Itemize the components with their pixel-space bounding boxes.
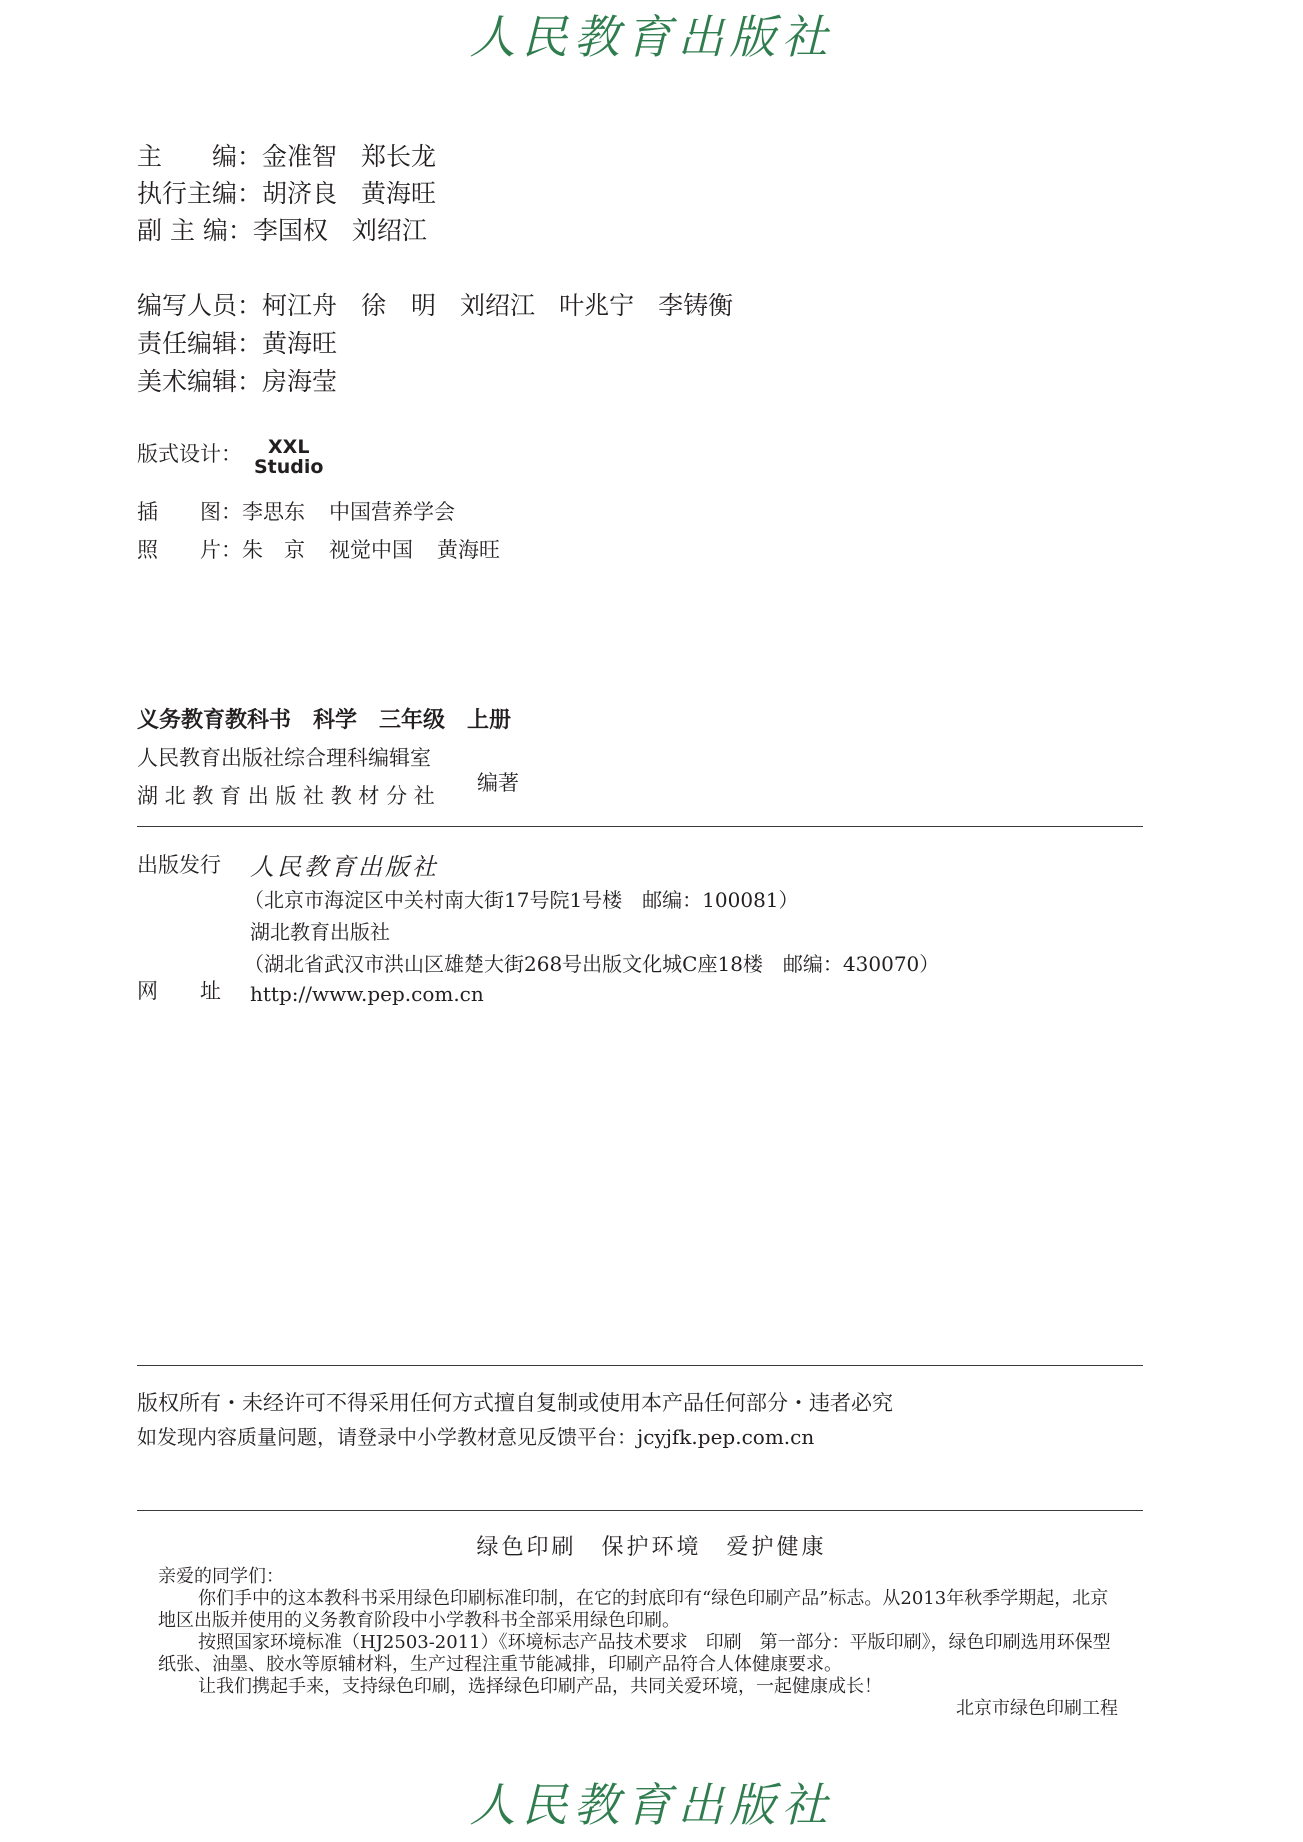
- publisher-logo-top: 人民教育出版社: [469, 10, 834, 64]
- publishing-label: 出版发行: [137, 853, 221, 877]
- compile-word: 编著: [477, 771, 519, 795]
- deputy-editor-name: 刘绍江: [351, 216, 427, 245]
- exec-editor-name: 黄海旺: [361, 179, 437, 208]
- illustrator-name: 李思东: [242, 500, 305, 524]
- website-link[interactable]: http://www.pep.com.cn: [250, 982, 484, 1006]
- illustration-label: 插 图：: [137, 500, 242, 524]
- feedback-line: 如发现内容质量问题，请登录中小学教材意见反馈平台：jcyjfk.pep.com.cn: [137, 1425, 815, 1449]
- copyright-line: 版权所有・未经许可不得采用任何方式擅自复制或使用本产品任何部分・违者必究: [137, 1391, 893, 1415]
- deputy-editor-label: 副 主 编：: [137, 216, 253, 245]
- exec-editor-label: 执行主编：: [137, 179, 263, 208]
- publisher-2: 湖北教育出版社: [250, 920, 390, 944]
- notice-paragraph: 让我们携起手来，支持绿色印刷，选择绿色印刷产品，共同关爱环境，一起健康成长！: [198, 1676, 882, 1697]
- writers-label: 编写人员：: [137, 291, 263, 320]
- art-editor-name: 房海莹: [262, 367, 338, 396]
- deputy-editor-row: [137, 218, 427, 243]
- publisher-logo-bottom: 人民教育出版社: [469, 1778, 834, 1832]
- divider: [137, 1365, 1143, 1366]
- photo-row: [137, 540, 500, 561]
- address-2: （湖北省武汉市洪山区雄楚大街268号出版文化城C座18楼 邮编：430070）: [244, 952, 940, 976]
- layout-design-label: 版式设计：: [137, 442, 242, 466]
- notice-signature: 北京市绿色印刷工程: [956, 1698, 1118, 1719]
- writer-name: 叶兆宁: [559, 291, 635, 320]
- writer-name: 柯江舟: [262, 291, 338, 320]
- photo-label: 照 片：: [137, 538, 242, 562]
- divider: [137, 1510, 1143, 1511]
- deputy-editor-name: 李国权: [252, 216, 328, 245]
- chief-editor-label: 主 编：: [137, 142, 263, 171]
- chief-editor-name: 金准智: [262, 142, 338, 171]
- illustrator-name: 中国营养学会: [329, 500, 455, 524]
- exec-editor-row: [137, 181, 436, 206]
- chief-editor-name: 郑长龙: [361, 142, 437, 171]
- studio-logo-line1: XXL: [268, 436, 310, 458]
- notice-paragraph: 按照国家环境标准（HJ2503-2011）《环境标志产品技术要求 印刷 第一部分：平版印刷》，绿色印刷选用环保型纸张、油墨、胶水等原辅材料，生产过程注重节能减排，印刷产品符合人体健康要求。: [158, 1632, 1111, 1675]
- notice-paragraph: 你们手中的这本教科书采用绿色印刷标准印制，在它的封底印有“绿色印刷产品”标志。从2013年秋季学期起，北京地区出版并使用的义务教育阶段中小学教科书全部采用绿色印刷。: [158, 1588, 1109, 1631]
- publisher-logo-small: 人民教育出版社: [250, 853, 439, 881]
- writer-name: 刘绍江: [460, 291, 536, 320]
- writers-row: [137, 293, 733, 318]
- photographer-name: 视觉中国: [329, 538, 413, 562]
- notice-greeting: 亲爱的同学们：: [158, 1566, 284, 1587]
- chief-editor-row: [137, 144, 436, 169]
- photographer-name: 朱 京: [242, 538, 305, 562]
- exec-editor-name: 胡济良: [262, 179, 338, 208]
- book-title: 义务教育教科书 科学 三年级 上册: [137, 708, 512, 733]
- website-label: 网 址: [137, 979, 221, 1003]
- illustration-row: [137, 502, 455, 523]
- responsible-editor-row: [137, 331, 337, 356]
- address-1: （北京市海淀区中关村南大街17号院1号楼 邮编：100081）: [244, 888, 799, 912]
- studio-logo-line2: Studio: [254, 456, 324, 478]
- compiler-1: 人民教育出版社综合理科编辑室: [137, 746, 431, 770]
- photographer-name: 黄海旺: [437, 538, 500, 562]
- divider: [137, 826, 1143, 827]
- green-printing-heading: 绿色印刷 保护环境 爱护健康: [476, 1535, 827, 1560]
- writer-name: 徐 明: [361, 291, 437, 320]
- compiler-2: 湖 北 教 育 出 版 社 教 材 分 社: [137, 784, 435, 808]
- responsible-editor-name: 黄海旺: [262, 329, 338, 358]
- green-printing-notice: [158, 1566, 1118, 1720]
- responsible-editor-label: 责任编辑：: [137, 329, 263, 358]
- writer-name: 李铸衡: [658, 291, 734, 320]
- art-editor-row: [137, 369, 337, 394]
- art-editor-label: 美术编辑：: [137, 367, 263, 396]
- studio-logo: [254, 437, 323, 477]
